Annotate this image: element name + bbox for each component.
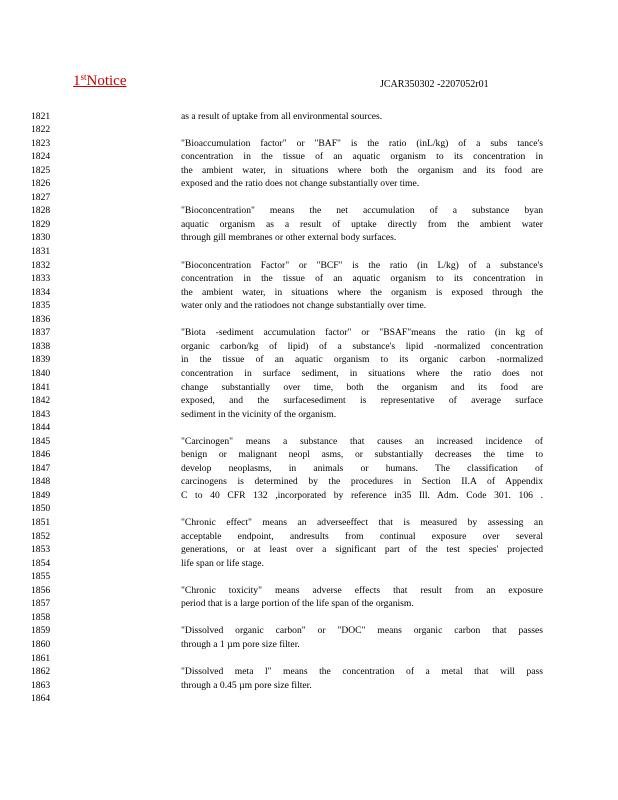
line-text: change substantially over time, both the organism and its food are	[181, 381, 543, 393]
line-number: 1839	[31, 354, 51, 366]
line-text: "Carcinogen" means a substance that causes an increased incidence of	[181, 435, 543, 447]
line-number: 1832	[31, 259, 51, 271]
line-number: 1853	[31, 544, 51, 556]
line-number: 1829	[31, 218, 51, 230]
notice-number: 1	[73, 73, 81, 89]
line-number: 1836	[31, 313, 51, 325]
line-text: "Dissolved organic carbon" or "DOC" means organic carbon that passes	[181, 625, 543, 637]
line-number: 1830	[31, 232, 51, 244]
line-text: benign or malignant neopl asms, or substantially decreases the time to	[181, 449, 543, 461]
line-text: "Bioaccumulation factor" or "BAF" is the ratio (inL/kg) of a subs tance's	[181, 137, 543, 149]
line-text: water only and the ratiodoes not change substantially over time.	[181, 300, 427, 312]
line-number: 1847	[31, 462, 51, 474]
line-text: as a result of uptake from all environmental sources.	[181, 110, 383, 122]
notice-word: Notice	[86, 73, 127, 89]
line-number: 1845	[31, 435, 51, 447]
line-number: 1858	[31, 611, 51, 623]
line-number: 1861	[31, 652, 51, 664]
line-number: 1849	[31, 489, 51, 501]
line-number: 1827	[31, 191, 51, 203]
line-text: carcinogens is determined by the procedures in Section II.A of Appendix	[181, 476, 543, 488]
line-text: through a 0.45 µm pore size filter.	[181, 679, 312, 691]
line-text: aquatic organism as a result of uptake directly from the ambient water	[181, 218, 543, 230]
line-text: organic carbon/kg of lipid) of a substance's lipid -normalized concentration	[181, 340, 543, 352]
line-number: 1851	[31, 517, 51, 528]
line-number: 1862	[31, 666, 51, 678]
line-number: 1848	[31, 476, 51, 488]
line-text: C to 40 CFR 132 ,incorporated by reference in35 Ill. Adm. Code 301. 106 .	[181, 489, 543, 501]
line-text: exposed, and the surfacesediment is representative of average surface	[181, 395, 543, 407]
line-number: 1828	[31, 205, 51, 217]
line-number: 1823	[31, 137, 51, 149]
line-number: 1840	[31, 367, 51, 379]
line-text: period that is a large portion of the life span of the organism.	[181, 598, 414, 610]
document-id: JCAR350302 -2207052r01	[380, 79, 489, 90]
line-number: 1833	[31, 273, 51, 285]
line-number: 1860	[31, 638, 51, 650]
line-number: 1843	[31, 408, 51, 420]
line-text: "Biota -sediment accumulation factor" or "BSAF"means the ratio (in kg of	[181, 327, 543, 339]
line-number: 1822	[31, 124, 51, 136]
line-number: 1854	[31, 557, 51, 569]
line-text: the ambient water, in situations where the organism is exposed through the	[181, 286, 543, 298]
line-number: 1841	[31, 381, 51, 393]
line-number: 1837	[31, 327, 51, 339]
line-number: 1844	[31, 422, 51, 434]
line-text: the ambient water, in situations where both the organism and its food are	[181, 164, 543, 176]
line-number: 1842	[31, 395, 51, 407]
line-text: acceptable endpoint, andresults from continual exposure over several	[181, 530, 543, 542]
line-text: exposed and the ratio does not change substantially over time.	[181, 178, 420, 190]
line-number: 1864	[31, 693, 51, 705]
line-text: concentration in surface sediment, in situations where the ratio does not	[181, 367, 543, 379]
line-number: 1826	[31, 178, 51, 190]
notice-superscript: st	[80, 72, 87, 82]
line-number: 1852	[31, 530, 51, 542]
line-text: "Bioconcentration" means the net accumulation of a substance byan	[181, 205, 543, 217]
line-text: life span or life stage.	[181, 557, 264, 569]
line-number: 1856	[31, 584, 51, 596]
line-number: 1850	[31, 503, 51, 515]
line-text: in the tissue of an aquatic organism to its organic carbon -normalized	[181, 354, 543, 366]
line-text: concentration in the tissue of an aquatic organism to its concentration in	[181, 151, 543, 163]
line-number: 1835	[31, 300, 51, 312]
line-text: through a 1 µm pore size filter.	[181, 638, 300, 650]
line-number: 1863	[31, 679, 51, 691]
line-number: 1831	[31, 246, 51, 257]
notice-heading	[73, 73, 137, 90]
line-number: 1824	[31, 151, 51, 163]
line-number: 1857	[31, 598, 51, 610]
line-text: through gill membranes or other external body surfaces.	[181, 232, 397, 244]
line-text: "Chronic toxicity" means adverse effects that result from an exposure	[181, 584, 543, 596]
line-number: 1838	[31, 340, 51, 352]
line-number: 1846	[31, 449, 51, 461]
line-number: 1821	[31, 110, 51, 122]
line-text: "Dissolved meta l" means the concentration of a metal that will pass	[181, 666, 543, 678]
line-number: 1855	[31, 571, 51, 583]
line-text: sediment in the vicinity of the organism.	[181, 408, 337, 420]
line-text: concentration in the tissue of an aquatic organism to its concentration in	[181, 273, 543, 285]
line-text: "Chronic effect" means an adverseeffect that is measured by assessing an	[181, 517, 543, 528]
line-number: 1834	[31, 286, 51, 298]
line-number: 1859	[31, 625, 51, 637]
line-text: generations, or at least over a significant part of the test species' projected	[181, 544, 543, 556]
line-text: develop neoplasms, in animals or humans. The classification of	[181, 462, 543, 474]
line-text: "Bioconcentration Factor" or "BCF" is the ratio (in L/kg) of a substance's	[181, 259, 543, 271]
line-number: 1825	[31, 164, 51, 176]
